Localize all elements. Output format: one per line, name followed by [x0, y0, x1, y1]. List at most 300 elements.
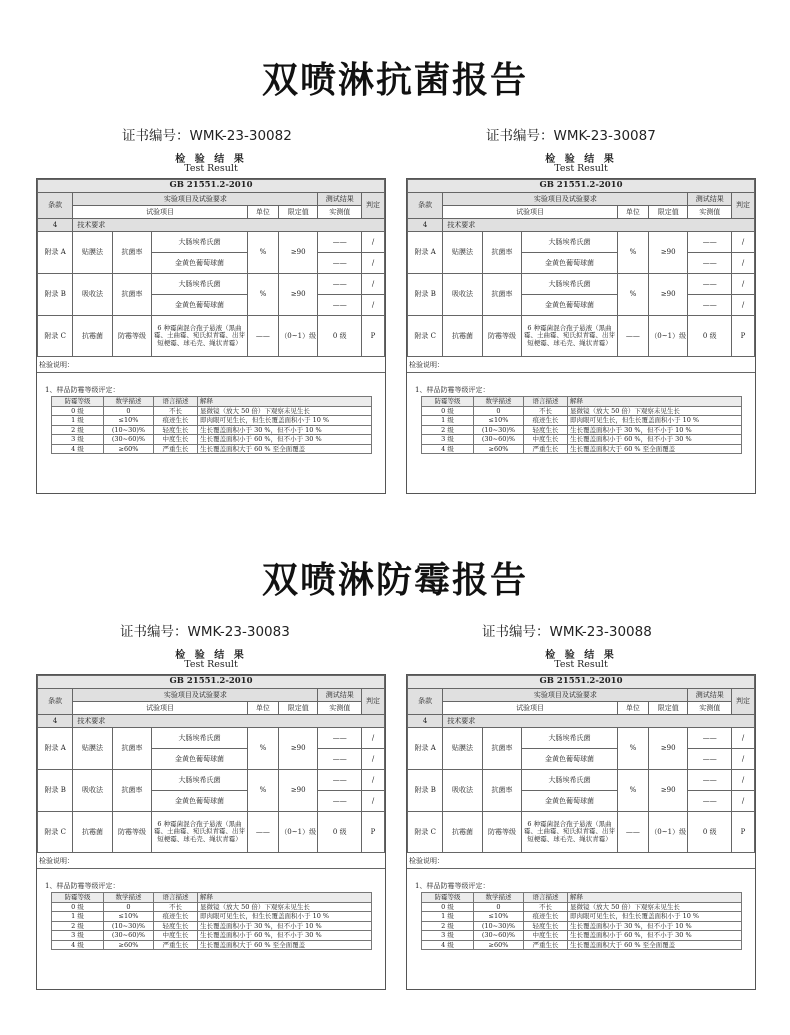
grade-cell: 痕迹生长 [524, 416, 568, 426]
actual-value: —— [318, 232, 362, 253]
result-frame [36, 674, 386, 990]
grade-cell: 即肉眼可见生长，但生长覆盖面积小于 10 % [198, 416, 372, 426]
appendix-c-item: 防霉等级 [482, 812, 521, 853]
grade-cell: ≥60% [474, 444, 524, 454]
appendix-c-item: 防霉等级 [112, 316, 151, 357]
judge-value: / [362, 749, 385, 770]
result-title-cn: 检 验 结 果 [545, 650, 617, 661]
grade-cell: 不长 [154, 406, 198, 416]
appendix-b-method: 吸收法 [73, 274, 112, 316]
unit-value: —— [617, 812, 648, 853]
result-title-en: Test Result [554, 163, 608, 174]
appendix-c-item: 防霉等级 [112, 812, 151, 853]
judge-header: 判定 [362, 689, 385, 715]
judge-value: / [732, 770, 755, 791]
grade-header: 解释 [198, 893, 372, 903]
unit-value: % [617, 728, 648, 770]
section-title-antibacterial: 双喷淋抗菌报告 [261, 60, 528, 101]
result-table [407, 179, 755, 357]
grade-cell: 0 级 [422, 902, 474, 912]
judge-value: / [362, 770, 385, 791]
unit-value: % [617, 232, 648, 274]
grade-cell: 痕迹生长 [154, 912, 198, 922]
grade-cell: 1 级 [422, 416, 474, 426]
grade-header: 解释 [568, 893, 742, 903]
appendix-a-method: 贴膜法 [73, 728, 112, 770]
grade-cell: 0 [474, 406, 524, 416]
actual-value: 0 级 [318, 316, 362, 357]
appendix-c-desc: 6 种霉菌混合孢子悬液（黑曲霉、土曲霉、宛氏拟青霉、出芽短梗霉、球毛壳、绳状青霉） [152, 316, 248, 357]
appendix-a: 附录 A [408, 232, 443, 274]
result-frame [406, 674, 756, 990]
staph-label: 金黄色葡萄球菌 [522, 295, 618, 316]
grade-cell: (10~30)% [104, 425, 154, 435]
certificate-number [482, 620, 652, 640]
note-grading: 1、样品防霉等级评定： [45, 386, 120, 394]
grade-cell: 生长覆盖面积小于 30 %，但不小于 10 % [568, 425, 742, 435]
grade-cell: ≤10% [474, 912, 524, 922]
grade-cell: ≤10% [474, 416, 524, 426]
measured-header: 测试结果 [318, 689, 362, 702]
limit-value: （0~1）级 [278, 812, 317, 853]
actual-value: 0 级 [688, 316, 732, 357]
unit-header: 单位 [247, 702, 278, 715]
grade-header: 数学描述 [474, 397, 524, 407]
limit-value: ≥90 [278, 770, 317, 812]
appendix-b-item: 抗菌率 [112, 274, 151, 316]
cert-label: 证书编号： [120, 624, 188, 640]
measured-header: 测试结果 [318, 193, 362, 206]
staph-label: 金黄色葡萄球菌 [152, 791, 248, 812]
appendix-c-item: 防霉等级 [482, 316, 521, 357]
appendix-a-item: 抗菌率 [112, 232, 151, 274]
ecoli-label: 大肠埃希氏菌 [522, 728, 618, 749]
result-title-cn: 检 验 结 果 [175, 154, 247, 165]
grade-cell: 3 级 [52, 435, 104, 445]
grade-cell: 痕迹生长 [154, 416, 198, 426]
ecoli-label: 大肠埃希氏菌 [152, 274, 248, 295]
appendix-a-item: 抗菌率 [482, 232, 521, 274]
standard-code: GB 21551.2-2010 [38, 676, 385, 689]
ecoli-label: 大肠埃希氏菌 [522, 274, 618, 295]
actual-value: —— [688, 791, 732, 812]
standard-code: GB 21551.2-2010 [408, 676, 755, 689]
appendix-b-method: 吸收法 [443, 770, 482, 812]
actual-value: —— [688, 770, 732, 791]
actual-header: 实测值 [688, 206, 732, 219]
grade-cell: 生长覆盖面积大于 60 % 至全面覆盖 [198, 940, 372, 950]
grade-cell: (30~60)% [104, 435, 154, 445]
appendix-b-method: 吸收法 [73, 770, 112, 812]
judge-value: / [732, 253, 755, 274]
appendix-a-method: 贴膜法 [73, 232, 112, 274]
unit-value: —— [617, 316, 648, 357]
limit-header: 限定值 [648, 702, 687, 715]
grade-cell: 生长覆盖面积小于 60 %，但不小于 30 % [198, 435, 372, 445]
appendix-c-method: 抗霉菌 [73, 316, 112, 357]
actual-value: —— [318, 791, 362, 812]
cert-value: WMK-23-30083 [187, 624, 290, 640]
actual-value: —— [688, 253, 732, 274]
appendix-c: 附录 C [38, 316, 73, 357]
items-header: 实验项目及试验要求 [73, 193, 318, 206]
grade-cell: 3 级 [422, 931, 474, 941]
grade-cell: 4 级 [52, 940, 104, 950]
grade-header: 防霉等级 [422, 893, 474, 903]
measured-header: 测试结果 [688, 193, 732, 206]
grade-cell: 0 [104, 902, 154, 912]
judge-value: / [362, 728, 385, 749]
report-card [406, 620, 756, 1000]
appendix-a-method: 贴膜法 [443, 728, 482, 770]
unit-header: 单位 [617, 702, 648, 715]
note-title: 检验说明： [39, 857, 74, 865]
report-card [36, 620, 386, 1000]
limit-value: ≥90 [648, 232, 687, 274]
result-frame [36, 178, 386, 494]
judge-value: / [362, 295, 385, 316]
grade-cell: 中度生长 [154, 435, 198, 445]
unit-value: % [247, 274, 278, 316]
appendix-b-item: 抗菌率 [482, 770, 521, 812]
appendix-c-desc: 6 种霉菌混合孢子悬液（黑曲霉、土曲霉、宛氏拟青霉、出芽短梗霉、球毛壳、绳状青霉） [152, 812, 248, 853]
row4-label: 技术要求 [443, 715, 755, 728]
unit-value: % [617, 274, 648, 316]
grade-cell: 中度生长 [524, 931, 568, 941]
grade-cell: ≥60% [474, 940, 524, 950]
unit-header: 单位 [247, 206, 278, 219]
clause-header: 条款 [38, 689, 73, 715]
appendix-c: 附录 C [408, 812, 443, 853]
grade-cell: 0 级 [52, 902, 104, 912]
appendix-c-desc: 6 种霉菌混合孢子悬液（黑曲霉、土曲霉、宛氏拟青霉、出芽短梗霉、球毛壳、绳状青霉） [522, 812, 618, 853]
standard-code: GB 21551.2-2010 [408, 180, 755, 193]
grade-cell: 中度生长 [524, 435, 568, 445]
grade-cell: ≥60% [104, 940, 154, 950]
report-card [406, 124, 756, 504]
standard-code: GB 21551.2-2010 [38, 180, 385, 193]
grade-header: 语言描述 [154, 893, 198, 903]
limit-value: ≥90 [648, 728, 687, 770]
judge-value: P [732, 316, 755, 357]
grade-cell: 即肉眼可见生长，但生长覆盖面积小于 10 % [568, 912, 742, 922]
grade-cell: 严重生长 [154, 940, 198, 950]
grade-cell: 严重生长 [524, 940, 568, 950]
row4-label: 技术要求 [73, 715, 385, 728]
report-card [36, 124, 386, 504]
grade-cell: 不长 [154, 902, 198, 912]
actual-value: —— [688, 749, 732, 770]
grade-cell: 2 级 [52, 921, 104, 931]
grade-cell: 轻度生长 [524, 921, 568, 931]
note-title: 检验说明： [409, 361, 444, 369]
appendix-a-method: 贴膜法 [443, 232, 482, 274]
items-header: 实验项目及试验要求 [73, 689, 318, 702]
row4-no: 4 [38, 219, 73, 232]
actual-value: —— [318, 274, 362, 295]
result-title-en: Test Result [554, 659, 608, 670]
note-grading: 1、样品防霉等级评定： [415, 882, 490, 890]
clause-header: 条款 [408, 689, 443, 715]
limit-value: （0~1）级 [648, 812, 687, 853]
grade-cell: (10~30)% [474, 425, 524, 435]
appendix-b-item: 抗菌率 [112, 770, 151, 812]
unit-value: —— [247, 316, 278, 357]
grade-header: 数学描述 [104, 893, 154, 903]
clause-header: 条款 [408, 193, 443, 219]
grade-table [51, 396, 372, 454]
grade-cell: 2 级 [422, 425, 474, 435]
actual-value: —— [688, 274, 732, 295]
grade-header: 数学描述 [104, 397, 154, 407]
unit-value: % [617, 770, 648, 812]
result-title-en: Test Result [184, 163, 238, 174]
grade-cell: 2 级 [422, 921, 474, 931]
grade-cell: 即肉眼可见生长，但生长覆盖面积小于 10 % [568, 416, 742, 426]
appendix-a-item: 抗菌率 [482, 728, 521, 770]
grade-cell: 4 级 [52, 444, 104, 454]
staph-label: 金黄色葡萄球菌 [522, 749, 618, 770]
grade-cell: (30~60)% [104, 931, 154, 941]
actual-value: —— [688, 232, 732, 253]
appendix-a: 附录 A [38, 232, 73, 274]
appendix-a-item: 抗菌率 [112, 728, 151, 770]
test-item-header: 试验项目 [443, 702, 618, 715]
judge-value: P [362, 812, 385, 853]
grade-cell: 即肉眼可见生长，但生长覆盖面积小于 10 % [198, 912, 372, 922]
row4-no: 4 [408, 715, 443, 728]
ecoli-label: 大肠埃希氏菌 [152, 232, 248, 253]
grade-cell: 1 级 [52, 912, 104, 922]
judge-header: 判定 [732, 689, 755, 715]
cert-value: WMK-23-30087 [553, 128, 656, 144]
note-grading: 1、样品防霉等级评定： [45, 882, 120, 890]
limit-header: 限定值 [648, 206, 687, 219]
clause-header: 条款 [38, 193, 73, 219]
grade-table [421, 892, 742, 950]
limit-value: （0~1）级 [278, 316, 317, 357]
appendix-c-method: 抗霉菌 [73, 812, 112, 853]
cert-label: 证书编号： [486, 128, 554, 144]
result-table [407, 675, 755, 853]
appendix-b: 附录 B [38, 770, 73, 812]
grade-header: 语言描述 [524, 893, 568, 903]
grade-cell: 0 [474, 902, 524, 912]
actual-value: 0 级 [318, 812, 362, 853]
actual-value: —— [318, 295, 362, 316]
result-title-cn: 检 验 结 果 [175, 650, 247, 661]
staph-label: 金黄色葡萄球菌 [522, 791, 618, 812]
limit-value: ≥90 [648, 274, 687, 316]
certificate-number [486, 124, 656, 144]
result-table [37, 675, 385, 853]
limit-value: ≥90 [278, 274, 317, 316]
actual-header: 实测值 [318, 702, 362, 715]
actual-value: 0 级 [688, 812, 732, 853]
actual-value: —— [318, 749, 362, 770]
actual-value: —— [688, 295, 732, 316]
section-title-antimold: 双喷淋防霉报告 [261, 560, 528, 601]
actual-value: —— [318, 728, 362, 749]
grade-cell: 显微镜（放大 50 倍）下观察未见生长 [198, 902, 372, 912]
grade-cell: 生长覆盖面积小于 60 %，但不小于 30 % [568, 931, 742, 941]
judge-header: 判定 [362, 193, 385, 219]
judge-value: / [362, 791, 385, 812]
appendix-b: 附录 B [408, 770, 443, 812]
note-grading: 1、样品防霉等级评定： [415, 386, 490, 394]
unit-value: % [247, 770, 278, 812]
grade-cell: 4 级 [422, 444, 474, 454]
judge-value: / [732, 749, 755, 770]
grade-header: 解释 [198, 397, 372, 407]
unit-value: % [247, 232, 278, 274]
judge-value: / [362, 253, 385, 274]
row4-no: 4 [38, 715, 73, 728]
grade-cell: 生长覆盖面积小于 60 %，但不小于 30 % [198, 931, 372, 941]
ecoli-label: 大肠埃希氏菌 [522, 770, 618, 791]
staph-label: 金黄色葡萄球菌 [522, 253, 618, 274]
certificate-number [120, 620, 290, 640]
grade-cell: 生长覆盖面积小于 30 %，但不小于 10 % [568, 921, 742, 931]
grade-cell: 中度生长 [154, 931, 198, 941]
limit-value: （0~1）级 [648, 316, 687, 357]
grade-cell: ≤10% [104, 416, 154, 426]
note-title: 检验说明： [409, 857, 444, 865]
judge-value: P [362, 316, 385, 357]
limit-value: ≥90 [278, 232, 317, 274]
grade-cell: 严重生长 [154, 444, 198, 454]
result-table [37, 179, 385, 357]
grade-table [421, 396, 742, 454]
unit-value: —— [247, 812, 278, 853]
measured-header: 测试结果 [688, 689, 732, 702]
grade-cell: 0 级 [52, 406, 104, 416]
staph-label: 金黄色葡萄球菌 [152, 253, 248, 274]
judge-value: / [362, 232, 385, 253]
grade-table [51, 892, 372, 950]
appendix-c: 附录 C [408, 316, 443, 357]
appendix-b-item: 抗菌率 [482, 274, 521, 316]
grade-cell: 生长覆盖面积小于 30 %，但不小于 10 % [198, 921, 372, 931]
result-title-en: Test Result [184, 659, 238, 670]
appendix-a: 附录 A [38, 728, 73, 770]
test-item-header: 试验项目 [73, 702, 248, 715]
staph-label: 金黄色葡萄球菌 [152, 749, 248, 770]
grade-header: 语言描述 [524, 397, 568, 407]
judge-value: / [362, 274, 385, 295]
grade-cell: (10~30)% [104, 921, 154, 931]
grade-cell: 生长覆盖面积小于 30 %，但不小于 10 % [198, 425, 372, 435]
items-header: 实验项目及试验要求 [443, 193, 688, 206]
limit-value: ≥90 [278, 728, 317, 770]
test-item-header: 试验项目 [443, 206, 618, 219]
grade-cell: 0 [104, 406, 154, 416]
cert-label: 证书编号： [482, 624, 550, 640]
limit-header: 限定值 [278, 206, 317, 219]
staph-label: 金黄色葡萄球菌 [152, 295, 248, 316]
grade-header: 防霉等级 [52, 893, 104, 903]
grade-header: 数学描述 [474, 893, 524, 903]
limit-header: 限定值 [278, 702, 317, 715]
appendix-c: 附录 C [38, 812, 73, 853]
certificate-number [122, 124, 292, 144]
grade-cell: (30~60)% [474, 435, 524, 445]
appendix-c-method: 抗霉菌 [443, 812, 482, 853]
ecoli-label: 大肠埃希氏菌 [522, 232, 618, 253]
appendix-b: 附录 B [408, 274, 443, 316]
row4-label: 技术要求 [73, 219, 385, 232]
grade-cell: 3 级 [52, 931, 104, 941]
test-item-header: 试验项目 [73, 206, 248, 219]
judge-value: / [732, 791, 755, 812]
grade-cell: 不长 [524, 406, 568, 416]
grade-cell: 生长覆盖面积大于 60 % 至全面覆盖 [568, 940, 742, 950]
row4-no: 4 [408, 219, 443, 232]
cert-value: WMK-23-30088 [549, 624, 652, 640]
actual-header: 实测值 [688, 702, 732, 715]
grade-cell: 4 级 [422, 940, 474, 950]
grade-cell: 轻度生长 [524, 425, 568, 435]
unit-value: % [247, 728, 278, 770]
appendix-a: 附录 A [408, 728, 443, 770]
grade-header: 防霉等级 [52, 397, 104, 407]
note-title: 检验说明： [39, 361, 74, 369]
ecoli-label: 大肠埃希氏菌 [152, 770, 248, 791]
grade-cell: 生长覆盖面积小于 60 %，但不小于 30 % [568, 435, 742, 445]
row4-label: 技术要求 [443, 219, 755, 232]
appendix-b: 附录 B [38, 274, 73, 316]
grade-cell: 1 级 [52, 416, 104, 426]
unit-header: 单位 [617, 206, 648, 219]
cert-value: WMK-23-30082 [189, 128, 292, 144]
grade-cell: 不长 [524, 902, 568, 912]
grade-cell: 2 级 [52, 425, 104, 435]
items-header: 实验项目及试验要求 [443, 689, 688, 702]
limit-value: ≥90 [648, 770, 687, 812]
grade-header: 防霉等级 [422, 397, 474, 407]
actual-value: —— [318, 770, 362, 791]
appendix-c-method: 抗霉菌 [443, 316, 482, 357]
grade-cell: 1 级 [422, 912, 474, 922]
appendix-b-method: 吸收法 [443, 274, 482, 316]
result-frame [406, 178, 756, 494]
cert-label: 证书编号： [122, 128, 190, 144]
grade-cell: 生长覆盖面积大于 60 % 至全面覆盖 [568, 444, 742, 454]
grade-cell: 3 级 [422, 435, 474, 445]
judge-value: / [732, 274, 755, 295]
grade-cell: 显微镜（放大 50 倍）下观察未见生长 [198, 406, 372, 416]
grade-cell: 痕迹生长 [524, 912, 568, 922]
grade-header: 解释 [568, 397, 742, 407]
grade-cell: ≤10% [104, 912, 154, 922]
appendix-c-desc: 6 种霉菌混合孢子悬液（黑曲霉、土曲霉、宛氏拟青霉、出芽短梗霉、球毛壳、绳状青霉） [522, 316, 618, 357]
grade-cell: ≥60% [104, 444, 154, 454]
actual-value: —— [318, 253, 362, 274]
actual-value: —— [688, 728, 732, 749]
grade-cell: (30~60)% [474, 931, 524, 941]
grade-cell: 显微镜（放大 50 倍）下观察未见生长 [568, 902, 742, 912]
result-title-cn: 检 验 结 果 [545, 154, 617, 165]
grade-cell: (10~30)% [474, 921, 524, 931]
grade-cell: 轻度生长 [154, 425, 198, 435]
judge-value: / [732, 232, 755, 253]
actual-header: 实测值 [318, 206, 362, 219]
grade-header: 语言描述 [154, 397, 198, 407]
grade-cell: 严重生长 [524, 444, 568, 454]
grade-cell: 0 级 [422, 406, 474, 416]
grade-cell: 轻度生长 [154, 921, 198, 931]
judge-header: 判定 [732, 193, 755, 219]
